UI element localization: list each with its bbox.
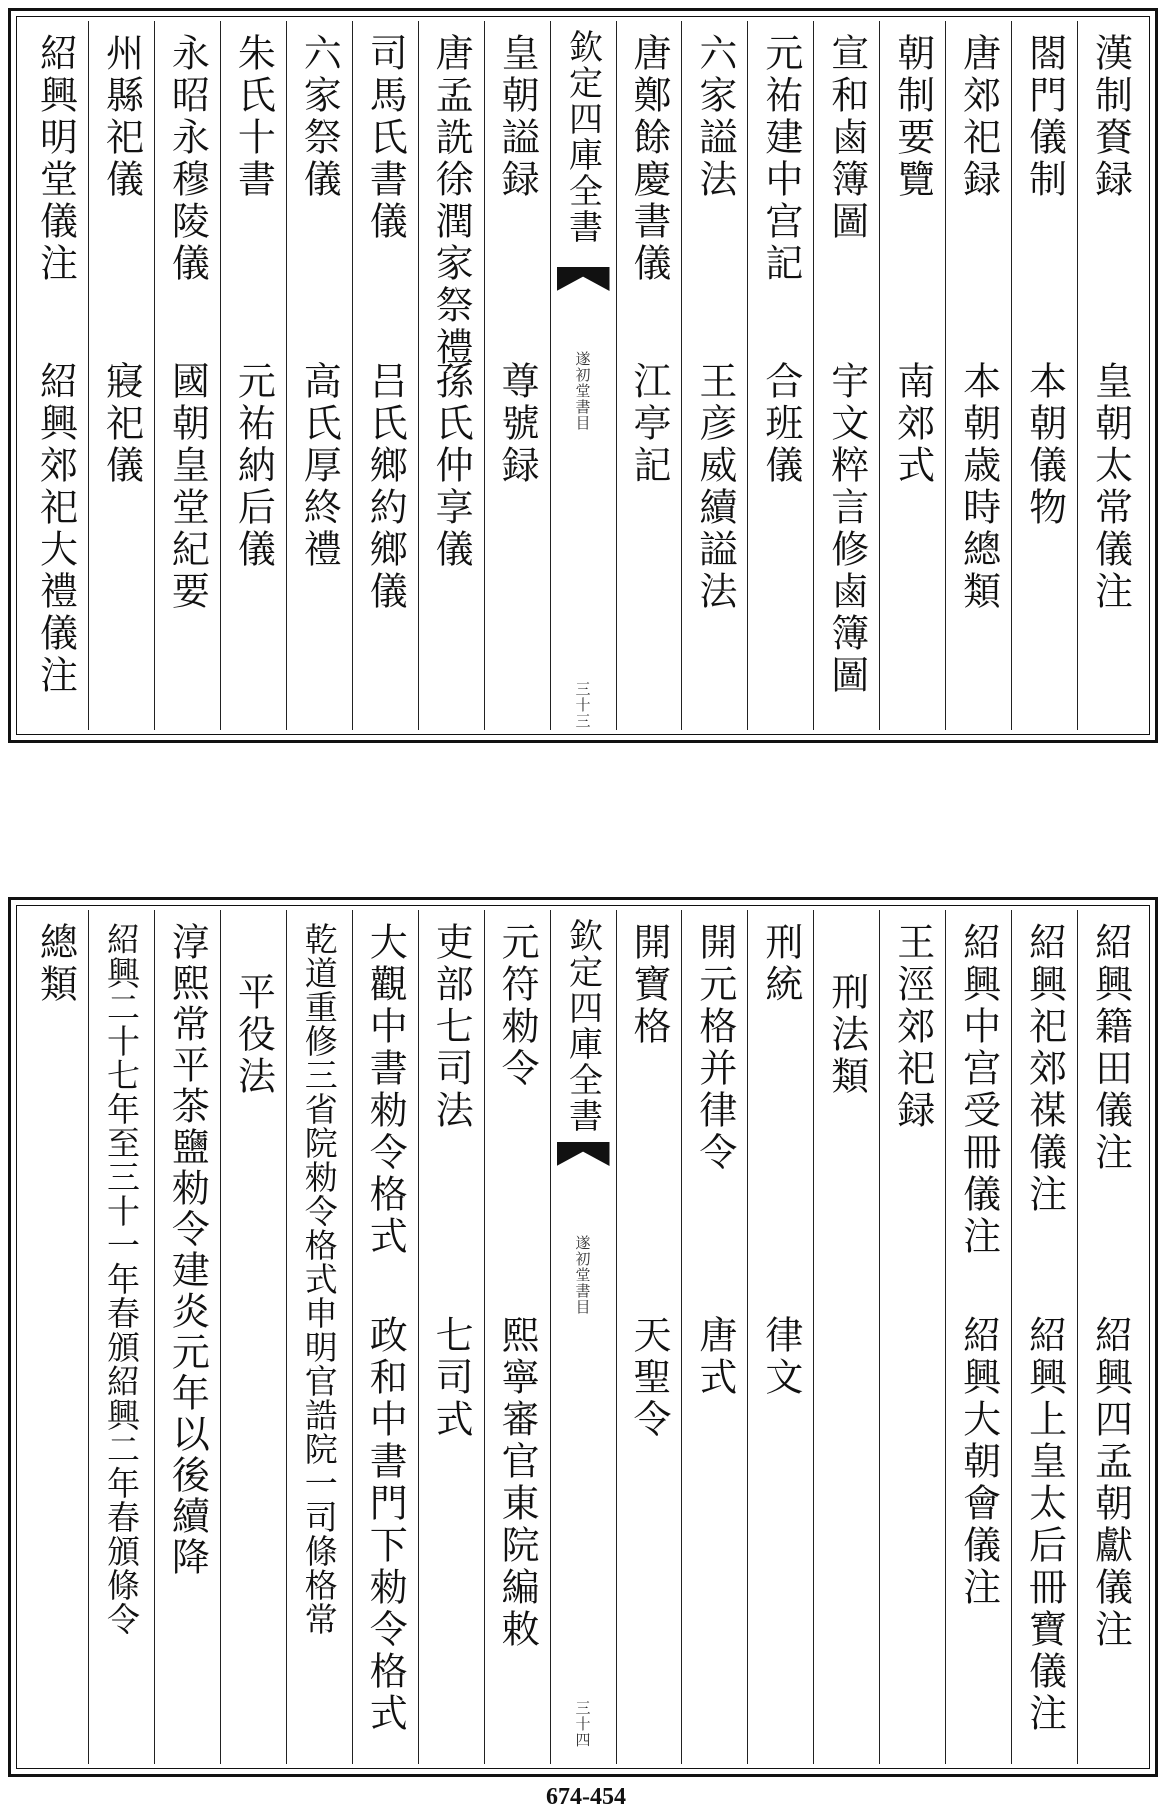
entry-title: 天聖令 <box>626 1315 671 1441</box>
center-fold-column <box>550 910 616 1764</box>
fishtail-mark <box>557 1142 610 1166</box>
entry-title: 唐孟詵徐潤家祭禮 <box>429 33 474 369</box>
entry-title: 司馬氏書儀 <box>363 33 408 243</box>
entry-title: 宣和鹵簿圖 <box>824 33 869 243</box>
entry-title: 紹興郊祀大禮儀注 <box>33 361 78 697</box>
text-column <box>88 910 154 1764</box>
text-column <box>747 21 813 730</box>
text-column <box>484 910 550 1764</box>
book-series-title: 欽定四庫全書 <box>562 29 603 245</box>
entry-title: 乾道重修三省院勑令格式申明官誥院一司條格常 <box>299 922 339 1636</box>
text-column <box>484 21 550 730</box>
entry-title: 開寶格 <box>626 922 671 1048</box>
entry-title: 永昭永穆陵儀 <box>165 33 210 285</box>
book-name: 遂初堂書目 <box>573 1235 592 1315</box>
page-number: 三十四 <box>573 1700 592 1748</box>
text-column <box>220 21 286 730</box>
entry-title: 吏部七司法 <box>429 922 474 1132</box>
entry-title: 宇文粹言修鹵簿圖 <box>824 361 869 697</box>
entry-title: 元符勑令 <box>495 922 540 1090</box>
book-series-title: 欽定四庫全書 <box>562 918 603 1134</box>
book-name: 遂初堂書目 <box>573 351 592 431</box>
page-number: 三十三 <box>573 681 592 729</box>
entry-title: 王涇郊祀録 <box>890 922 935 1132</box>
entry-title: 紹興明堂儀注 <box>33 33 78 285</box>
scan-reference-number: 674-454 <box>546 1784 626 1810</box>
entry-title: 紹興籍田儀注 <box>1088 922 1133 1174</box>
entry-title: 皇朝太常儀注 <box>1088 361 1133 613</box>
entry-title: 律文 <box>758 1315 803 1399</box>
entry-title: 孫氏仲享儀 <box>429 361 474 571</box>
text-column <box>1011 910 1077 1764</box>
text-column <box>154 910 220 1764</box>
entry-title: 大觀中書勑令格式 <box>363 922 408 1258</box>
center-fold-column <box>550 21 616 730</box>
entry-title: 唐式 <box>692 1315 737 1399</box>
text-column <box>220 910 286 1764</box>
text-column <box>945 910 1011 1764</box>
column-grid <box>23 910 1143 1764</box>
entry-title: 政和中書門下勑令格式 <box>363 1315 408 1735</box>
text-column <box>813 21 879 730</box>
entry-title: 尊號録 <box>495 361 540 487</box>
category-heading: 總類 <box>33 922 78 1006</box>
text-column <box>418 910 484 1764</box>
upper-page <box>8 8 1158 743</box>
entry-title: 元祐納后儀 <box>231 361 276 571</box>
entry-title: 六家祭儀 <box>297 33 342 201</box>
text-column <box>681 910 747 1764</box>
category-heading: 刑法類 <box>824 972 869 1098</box>
fishtail-mark <box>557 267 610 291</box>
text-column <box>286 21 352 730</box>
entry-title: 王彦威續謚法 <box>692 361 737 613</box>
entry-title: 紹興四孟朝獻儀注 <box>1088 1315 1133 1651</box>
entry-title: 州縣祀儀 <box>99 33 144 201</box>
entry-title: 紹興祀郊禖儀注 <box>1022 922 1067 1216</box>
text-column <box>879 910 945 1764</box>
entry-title: 開元格并律令 <box>692 922 737 1174</box>
entry-title: 本朝歳時總類 <box>956 361 1001 613</box>
text-column <box>154 21 220 730</box>
entry-title: 紹興大朝會儀注 <box>956 1315 1001 1609</box>
entry-title: 寢祀儀 <box>99 361 144 487</box>
entry-title: 吕氏鄉約鄉儀 <box>363 361 408 613</box>
entry-title: 七司式 <box>429 1315 474 1441</box>
entry-title: 國朝皇堂紀要 <box>165 361 210 613</box>
entry-title: 皇朝謚録 <box>495 33 540 201</box>
text-column <box>879 21 945 730</box>
text-column <box>616 21 682 730</box>
entry-title: 紹興中宫受冊儀注 <box>956 922 1001 1258</box>
entry-title: 平役法 <box>231 972 276 1098</box>
text-column <box>813 910 879 1764</box>
lower-page <box>8 897 1158 1777</box>
entry-title: 江亭記 <box>626 361 671 487</box>
text-column <box>418 21 484 730</box>
text-column <box>88 21 154 730</box>
entry-title: 朝制要覽 <box>890 33 935 201</box>
text-column <box>747 910 813 1764</box>
text-column <box>1077 910 1143 1764</box>
column-grid <box>23 21 1143 730</box>
entry-title: 唐郊祀録 <box>956 33 1001 201</box>
entry-title: 合班儀 <box>758 361 803 487</box>
entry-title: 刑統 <box>758 922 803 1006</box>
entry-title: 朱氏十書 <box>231 33 276 201</box>
text-column <box>945 21 1011 730</box>
entry-title: 南郊式 <box>890 361 935 487</box>
entry-title: 高氏厚終禮 <box>297 361 342 571</box>
entry-title: 紹興上皇太后冊寶儀注 <box>1022 1315 1067 1735</box>
entry-title: 紹興二十七年至三十一年春頒紹興二年春頒條令 <box>101 922 141 1636</box>
entry-title: 本朝儀物 <box>1022 361 1067 529</box>
entry-title: 六家謚法 <box>692 33 737 201</box>
entry-title: 熙寧審官東院編敕 <box>495 1315 540 1651</box>
entry-title: 元祐建中宫記 <box>758 33 803 285</box>
text-column <box>1011 21 1077 730</box>
entry-title: 唐鄭餘慶書儀 <box>626 33 671 285</box>
text-column <box>286 910 352 1764</box>
entry-title: 漢制𧶘録 <box>1088 33 1133 201</box>
text-column <box>1077 21 1143 730</box>
text-column <box>352 21 418 730</box>
text-column <box>616 910 682 1764</box>
entry-title: 淳熙常平茶鹽勑令建炎元年以後續降 <box>165 922 210 1578</box>
text-column <box>352 910 418 1764</box>
text-column <box>681 21 747 730</box>
text-column <box>23 910 88 1764</box>
entry-title: 閤門儀制 <box>1022 33 1067 201</box>
text-column <box>23 21 88 730</box>
